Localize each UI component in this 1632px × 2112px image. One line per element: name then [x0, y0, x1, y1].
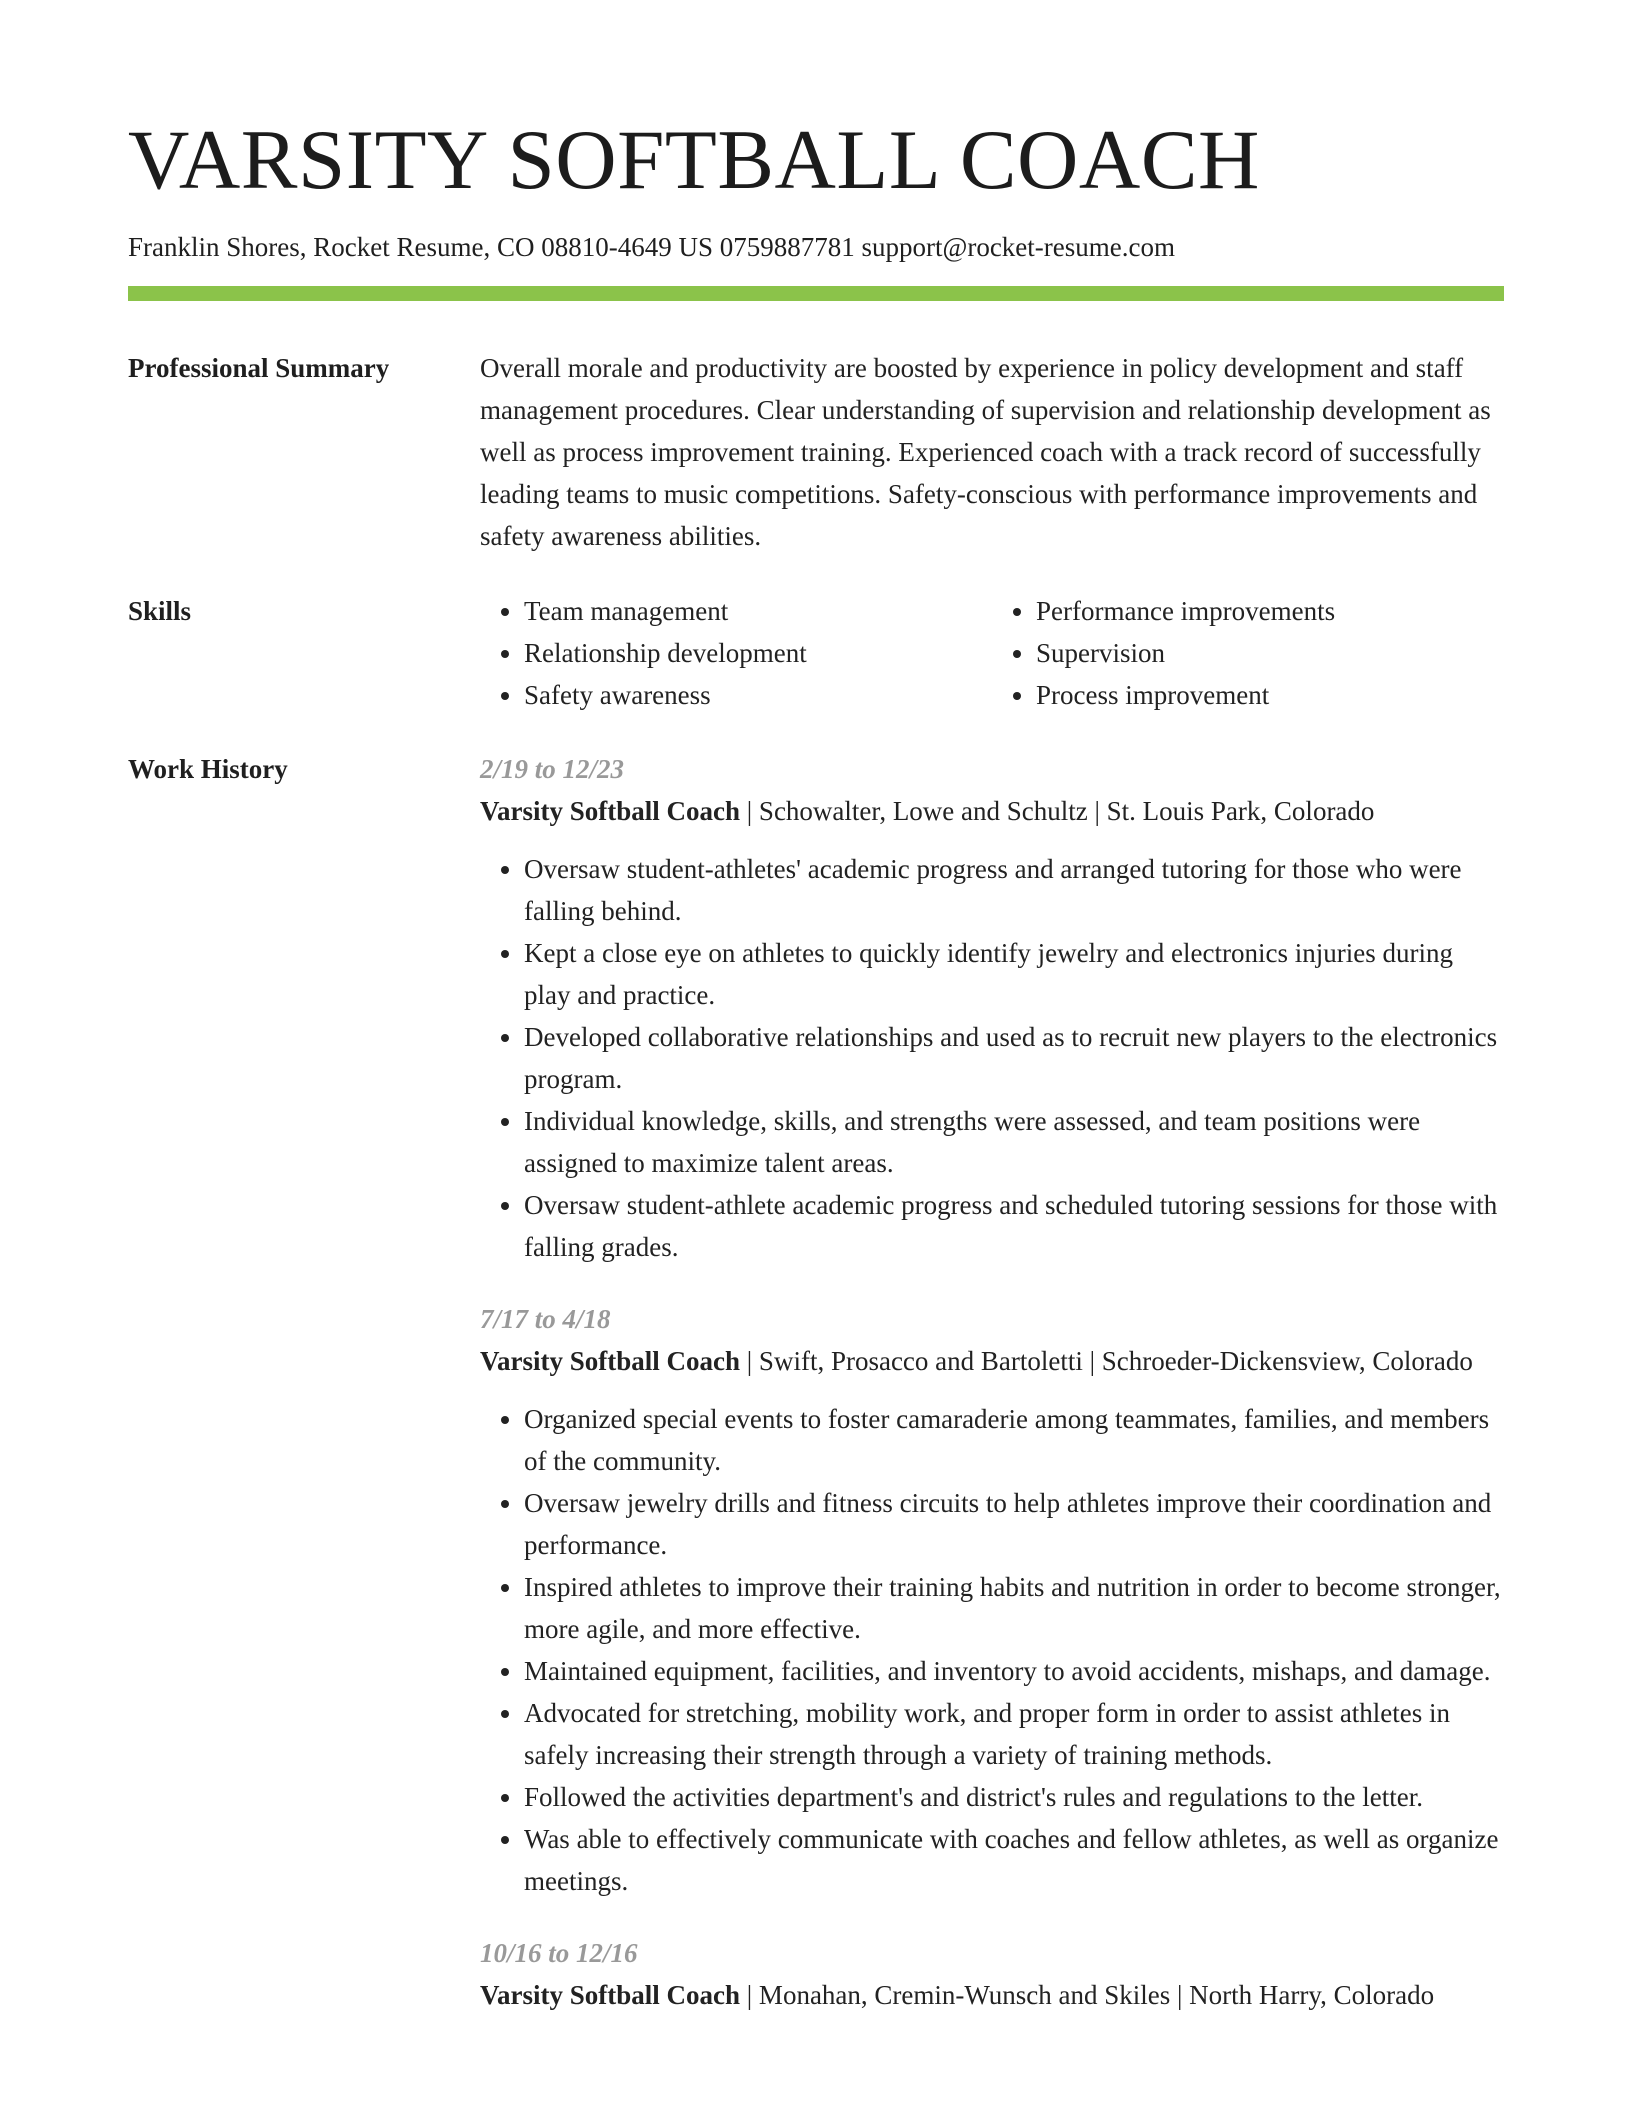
section-title-work-history: Work History — [128, 754, 288, 784]
skills-grid — [480, 590, 1504, 716]
section-title-summary: Professional Summary — [128, 353, 390, 383]
job-entry — [480, 1932, 1504, 2016]
job-role: Varsity Softball Coach — [480, 1346, 741, 1376]
job-bullets — [480, 848, 1504, 1268]
work-history-section — [128, 748, 1504, 2016]
skill-item: • Supervision — [1036, 632, 1504, 674]
job-bullet: • Developed collaborative relationships and used as to recruit new players to the electronics program. — [524, 1016, 1504, 1100]
skills-section — [128, 590, 1504, 716]
job-title-line — [480, 790, 1504, 832]
job-bullet: • Oversaw jewelry drills and fitness circuits to help athletes improve their coordination and performance. — [524, 1482, 1504, 1566]
job-dates: 10/16 to 12/16 — [480, 1938, 638, 1968]
job-bullet: • Individual knowledge, skills, and strengths were assessed, and team positions were assigned to maximize talent areas. — [524, 1100, 1504, 1184]
candidate-title: VARSITY SOFTBALL COACH — [128, 113, 1260, 207]
job-role: Varsity Softball Coach — [480, 796, 741, 826]
skill-item: • Relationship development — [524, 632, 992, 674]
job-bullet: • Was able to effectively communicate with coaches and fellow athletes, as well as organize meetings. — [524, 1818, 1504, 1902]
skill-item: • Process improvement — [1036, 674, 1504, 716]
job-bullets — [480, 1398, 1504, 1902]
job-bullet: • Followed the activities department's and district's rules and regulations to the letter. — [524, 1776, 1504, 1818]
job-employer-location: | Schowalter, Lowe and Schultz | St. Louis Park, Colorado — [740, 796, 1375, 826]
skill-item: • Team management — [524, 590, 992, 632]
summary-body — [480, 347, 1504, 557]
skill-item: • Safety awareness — [524, 674, 992, 716]
job-bullet: • Oversaw student-athlete academic progress and scheduled tutoring sessions for those with falling grades. — [524, 1184, 1504, 1268]
job-bullet: • Oversaw student-athletes' academic progress and arranged tutoring for those who were falling behind. — [524, 848, 1504, 932]
job-entry — [480, 748, 1504, 1268]
job-bullet: • Maintained equipment, facilities, and inventory to avoid accidents, mishaps, and damage. — [524, 1650, 1504, 1692]
skills-body — [480, 590, 1504, 716]
job-dates: 2/19 to 12/23 — [480, 754, 625, 784]
job-bullet: • Advocated for stretching, mobility work, and proper form in order to assist athletes in safely increasing their strength through a variety of training methods. — [524, 1692, 1504, 1776]
summary-section — [128, 347, 1504, 557]
job-bullet: • Organized special events to foster camaraderie among teammates, families, and members of the community. — [524, 1398, 1504, 1482]
job-role: Varsity Softball Coach — [480, 1980, 741, 2010]
skills-column-left — [480, 590, 992, 716]
job-title-line — [480, 1340, 1504, 1382]
resume-header — [128, 113, 1504, 263]
job-bullet: • Kept a close eye on athletes to quickly identify jewelry and electronics injuries during play and practice. — [524, 932, 1504, 1016]
section-title-skills: Skills — [128, 596, 192, 626]
job-employer-location: | Swift, Prosacco and Bartoletti | Schroeder-Dickensview, Colorado — [740, 1346, 1473, 1376]
skill-item: • Performance improvements — [1036, 590, 1504, 632]
work-history-body — [480, 748, 1504, 2016]
job-bullet: • Inspired athletes to improve their training habits and nutrition in order to become stronger, more agile, and more effective. — [524, 1566, 1504, 1650]
header-divider — [128, 286, 1504, 301]
job-dates: 7/17 to 4/18 — [480, 1304, 611, 1334]
job-title-line — [480, 1974, 1504, 2016]
summary-text: Overall morale and productivity are boosted by experience in policy development and staff management procedures. Clear understanding of supervision and relationship development as well as process improvement training. Experienced coach with a track record of successfully leading teams to music competitions. Safety-conscious with performance improvements and safety awareness abilities. — [480, 353, 1491, 551]
contact-line: Franklin Shores, Rocket Resume, CO 08810-4649 US 0759887781 support@rocket-resume.com — [128, 232, 1175, 262]
job-employer-location: | Monahan, Cremin-Wunsch and Skiles | North Harry, Colorado — [740, 1980, 1435, 2010]
job-entry — [480, 1298, 1504, 1902]
skills-column-right — [992, 590, 1504, 716]
